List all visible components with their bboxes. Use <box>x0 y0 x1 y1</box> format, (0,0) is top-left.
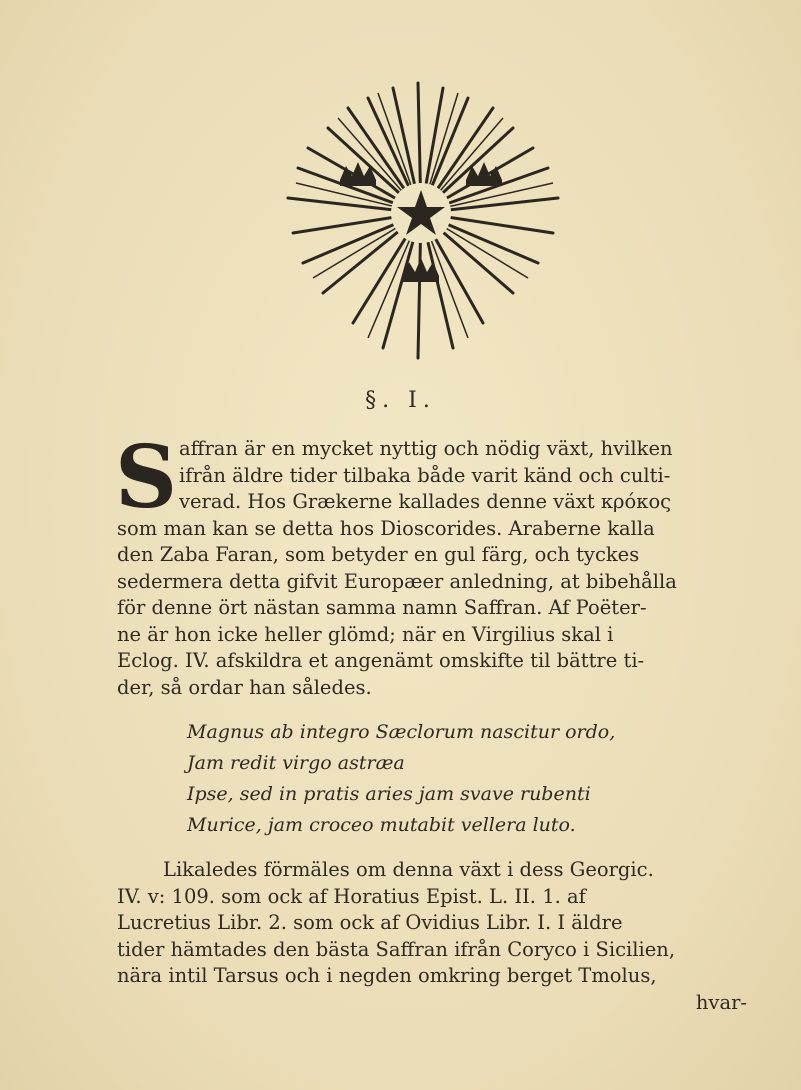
drop-cap: S <box>115 427 178 528</box>
catchword: hvar- <box>695 990 747 1014</box>
text-line: den Zaba Faran, som betyder en gul färg, och tyckes <box>117 543 640 566</box>
text-line: Likaledes förmäles om denna växt i dess Georgic. <box>163 858 654 881</box>
verse-line: Ipse, sed in pratis aries jam svave rubenti <box>187 783 591 805</box>
text-line: tider hämtades den bästa Saffran ifrån Coryco i Sicilien, <box>117 937 676 961</box>
text-line: sedermera detta gifvit Europæer anledning, at bibehålla <box>117 569 677 593</box>
text-line: affran är en mycket nyttig och nödig växt, hvilken <box>179 437 673 460</box>
text-line: verad. Hos Grækerne kallades denne växt κρόκος <box>179 490 672 513</box>
text-line: Eclog. IV. afskildra et angenämt omskifte til bättre ti- <box>117 649 645 672</box>
text-line: ifrån äldre tider tilbaka både varit känd och culti- <box>179 463 671 487</box>
verse-line: Jam redit virgo astræa <box>187 752 405 774</box>
crown-star-ornament <box>268 68 574 368</box>
section-heading: §. I. <box>365 388 436 413</box>
text-line: der, så ordar han således. <box>117 675 372 699</box>
text-line: IV. v: 109. som ock af Horatius Epist. L. II. 1. af <box>117 884 586 908</box>
verse-line: Magnus ab integro Sæclorum nascitur ordo, <box>187 721 616 743</box>
verse-line: Murice, jam croceo mutabit vellera luto. <box>187 814 576 836</box>
text-line: nära intil Tarsus och i negden omkring berget Tmolus, <box>117 964 657 987</box>
text-line: ne är hon icke heller glömd; när en Virgilius skal i <box>117 622 614 646</box>
body-text <box>115 427 757 1016</box>
text-line: Lucretius Libr. 2. som ock af Ovidius Libr. I. I äldre <box>117 911 623 934</box>
text-line: som man kan se detta hos Dioscorides. Araberne kalla <box>117 516 655 540</box>
text-line: för denne ört nästan samma namn Saffran. Af Poëter- <box>117 596 647 619</box>
